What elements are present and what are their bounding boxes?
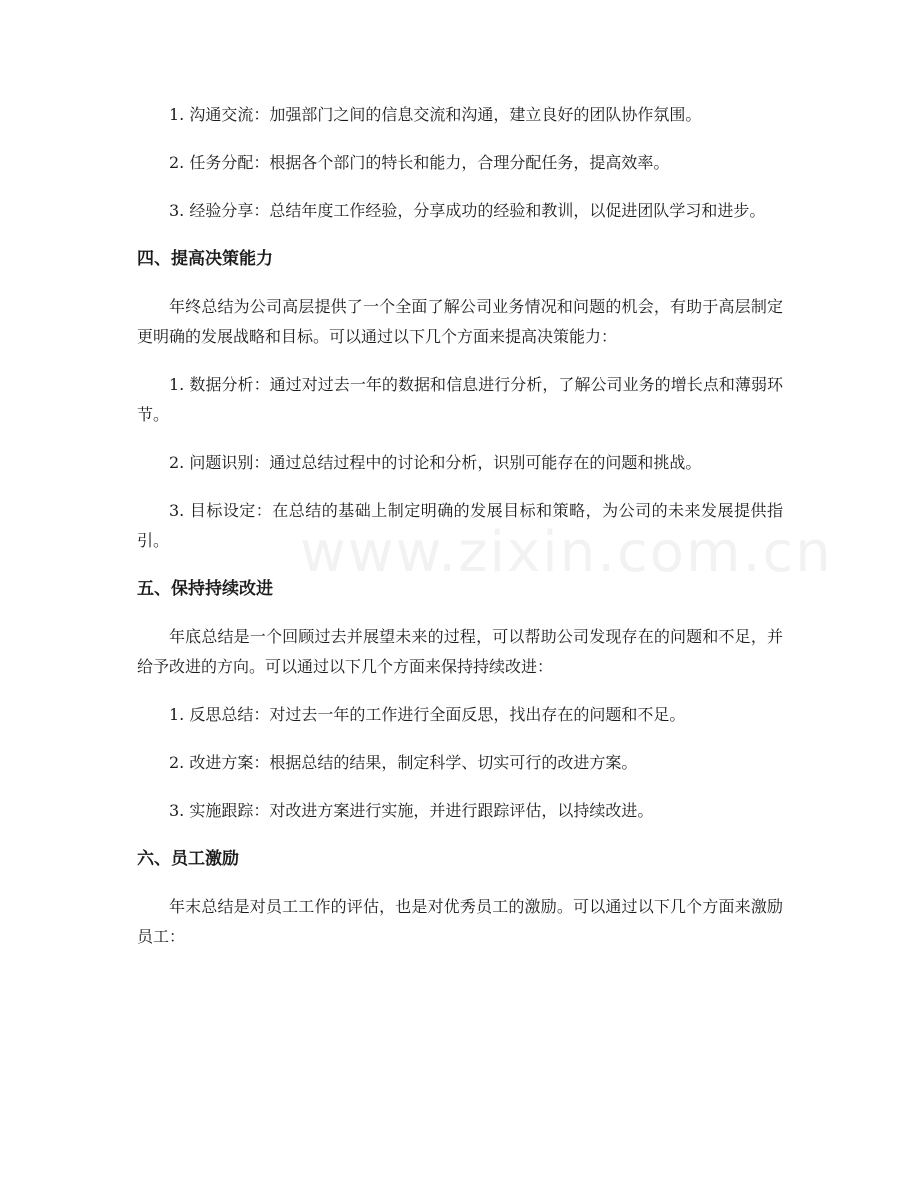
watermark: www.zixin.com.cn (300, 520, 833, 585)
section-heading-improvement: 五、保持持续改进 (137, 579, 273, 599)
list-item-problem-identification: 2. 问题识别：通过总结过程中的讨论和分析，识别可能存在的问题和挑战。 (169, 453, 702, 472)
document-body (137, 100, 783, 952)
section-intro-decision: 年终总结为公司高层提供了一个全面了解公司业务情况和问题的机会，有助于高层制定更明确的发展战略和目标。可以通过以下几个方面来提高决策能力： (137, 297, 783, 346)
list-item-goal-setting: 3. 目标设定：在总结的基础上制定明确的发展目标和策略，为公司的未来发展提供指引。 (137, 501, 783, 550)
section-intro-improvement: 年底总结是一个回顾过去并展望未来的过程，可以帮助公司发现存在的问题和不足，并给予改进的方向。可以通过以下几个方面来保持持续改进： (137, 627, 783, 676)
list-item-improvement-plan: 2. 改进方案：根据总结的结果，制定科学、切实可行的改进方案。 (169, 753, 638, 772)
section-heading-motivation: 六、员工激励 (137, 849, 239, 869)
list-item-data-analysis: 1. 数据分析：通过对过去一年的数据和信息进行分析，了解公司业务的增长点和薄弱环节。 (137, 375, 783, 424)
list-item-experience-sharing: 3. 经验分享：总结年度工作经验，分享成功的经验和教训，以促进团队学习和进步。 (169, 201, 766, 220)
list-item-task-allocation: 2. 任务分配：根据各个部门的特长和能力，合理分配任务，提高效率。 (169, 153, 670, 172)
list-item-reflection: 1. 反思总结：对过去一年的工作进行全面反思，找出存在的问题和不足。 (169, 705, 686, 724)
list-item-implementation: 3. 实施跟踪：对改进方案进行实施，并进行跟踪评估，以持续改进。 (169, 801, 654, 820)
section-heading-decision: 四、提高决策能力 (137, 249, 273, 269)
list-item-communication: 1. 沟通交流：加强部门之间的信息交流和沟通，建立良好的团队协作氛围。 (169, 105, 702, 124)
section-intro-motivation: 年末总结是对员工工作的评估，也是对优秀员工的激励。可以通过以下几个方面来激励员工： (137, 897, 783, 946)
